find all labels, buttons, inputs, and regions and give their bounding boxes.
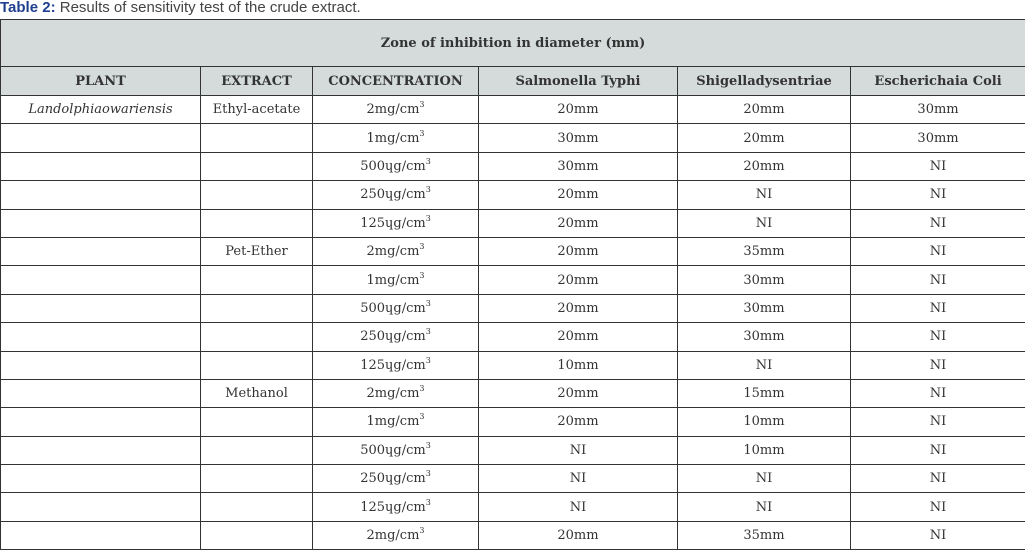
shigella-cell-text: NI (755, 357, 773, 373)
superscript-exponent: 3 (425, 469, 431, 479)
concentration-cell (313, 181, 479, 209)
shigella-cell (678, 209, 851, 237)
caption-label: Table 2: (0, 0, 56, 16)
shigella-cell-text: 20mm (743, 158, 785, 174)
escherichia-cell (851, 436, 1025, 464)
shigella-cell (678, 237, 851, 265)
concentration-cell-text: 1mg/cm (366, 272, 420, 288)
extract-cell (201, 181, 313, 209)
shigella-cell-text: 20mm (743, 130, 785, 146)
superscript-exponent: 3 (419, 384, 425, 394)
superscript-exponent: 3 (419, 100, 425, 110)
extract-cell (201, 408, 313, 436)
escherichia-cell-text: NI (929, 158, 947, 174)
shigella-cell-text: 30mm (743, 329, 785, 345)
column-header-concentration: CONCENTRATION (313, 67, 479, 96)
plant-cell (1, 436, 201, 464)
extract-cell (201, 152, 313, 180)
salmonella-cell-text: NI (569, 442, 587, 458)
concentration-cell-text: 2mg/cm (366, 102, 420, 118)
salmonella-cell-text: 20mm (557, 102, 599, 118)
shigella-cell-text: NI (755, 215, 773, 231)
concentration-cell-text: 250ɥg/cm (360, 471, 426, 487)
salmonella-cell (479, 266, 678, 294)
escherichia-cell-text: 30mm (917, 130, 959, 146)
extract-cell-text: Methanol (225, 386, 288, 402)
shigella-cell-text: 10mm (743, 442, 785, 458)
table-row (1, 436, 1025, 464)
shigella-cell (678, 351, 851, 379)
column-header-extract: EXTRACT (201, 67, 313, 96)
table-body (1, 96, 1025, 550)
escherichia-cell-text: NI (929, 528, 947, 544)
escherichia-cell-text: NI (929, 499, 947, 515)
concentration-cell-text: 125ɥg/cm (360, 499, 426, 515)
concentration-cell-text: 2mg/cm (366, 528, 420, 544)
salmonella-cell (479, 294, 678, 322)
table-row (1, 521, 1025, 549)
escherichia-cell-text: NI (929, 215, 947, 231)
superscript-exponent: 3 (425, 355, 431, 365)
column-header-salmonella: Salmonella Typhi (479, 67, 678, 96)
shigella-cell-text: 20mm (743, 102, 785, 118)
plant-cell (1, 209, 201, 237)
plant-cell (1, 237, 201, 265)
escherichia-cell-text: 30mm (917, 102, 959, 118)
salmonella-cell (479, 408, 678, 436)
extract-cell (201, 493, 313, 521)
salmonella-cell-text: 20mm (557, 215, 599, 231)
concentration-cell-text: 500ɥg/cm (360, 442, 426, 458)
plant-cell (1, 521, 201, 549)
concentration-cell-text: 250ɥg/cm (360, 329, 426, 345)
salmonella-cell (479, 152, 678, 180)
concentration-cell-text: 2mg/cm (366, 244, 420, 260)
salmonella-cell-text: 30mm (557, 130, 599, 146)
escherichia-cell (851, 209, 1025, 237)
concentration-cell (313, 323, 479, 351)
concentration-cell (313, 408, 479, 436)
concentration-cell-text: 500ɥg/cm (360, 158, 426, 174)
extract-cell (201, 323, 313, 351)
concentration-cell-text: 2mg/cm (366, 386, 420, 402)
shigella-cell (678, 493, 851, 521)
salmonella-cell-text: 20mm (557, 329, 599, 345)
plant-cell (1, 465, 201, 493)
salmonella-cell (479, 96, 678, 124)
shigella-cell (678, 294, 851, 322)
shigella-cell-text: NI (755, 471, 773, 487)
table-row (1, 379, 1025, 407)
table-row (1, 96, 1025, 124)
escherichia-cell-text: NI (929, 442, 947, 458)
escherichia-cell (851, 96, 1025, 124)
concentration-cell-text: 125ɥg/cm (360, 357, 426, 373)
shigella-cell (678, 124, 851, 152)
table-row (1, 266, 1025, 294)
salmonella-cell (479, 521, 678, 549)
escherichia-cell-text: NI (929, 300, 947, 316)
column-header-shigella: Shigelladysentriae (678, 67, 851, 96)
extract-cell (201, 209, 313, 237)
concentration-cell (313, 521, 479, 549)
table-row (1, 351, 1025, 379)
superscript-exponent: 3 (425, 327, 431, 337)
superscript-exponent: 3 (419, 128, 425, 138)
escherichia-cell-text: NI (929, 471, 947, 487)
plant-cell (1, 124, 201, 152)
concentration-cell-text: 500ɥg/cm (360, 300, 426, 316)
escherichia-cell (851, 294, 1025, 322)
shigella-cell-text: 35mm (743, 528, 785, 544)
shigella-cell-text: 35mm (743, 244, 785, 260)
superscript-exponent: 3 (419, 270, 425, 280)
salmonella-cell-text: NI (569, 499, 587, 515)
plant-cell (1, 493, 201, 521)
superscript-exponent: 3 (425, 185, 431, 195)
salmonella-cell-text: 20mm (557, 386, 599, 402)
escherichia-cell (851, 237, 1025, 265)
extract-cell (201, 124, 313, 152)
escherichia-cell (851, 181, 1025, 209)
salmonella-cell-text: 20mm (557, 187, 599, 203)
table-row (1, 408, 1025, 436)
escherichia-cell-text: NI (929, 414, 947, 430)
extract-cell (201, 436, 313, 464)
concentration-cell (313, 209, 479, 237)
table-row (1, 181, 1025, 209)
salmonella-cell (479, 351, 678, 379)
salmonella-cell (479, 436, 678, 464)
escherichia-cell (851, 266, 1025, 294)
extract-cell (201, 96, 313, 124)
escherichia-cell (851, 351, 1025, 379)
concentration-cell-text: 250ɥg/cm (360, 187, 426, 203)
shigella-cell-text: 30mm (743, 272, 785, 288)
escherichia-cell (851, 323, 1025, 351)
table-row (1, 237, 1025, 265)
extract-cell (201, 379, 313, 407)
shigella-cell-text: 10mm (743, 414, 785, 430)
salmonella-cell (479, 124, 678, 152)
salmonella-cell (479, 323, 678, 351)
extract-cell (201, 266, 313, 294)
salmonella-cell-text: 10mm (557, 357, 599, 373)
plant-cell (1, 408, 201, 436)
group-header: Zone of inhibition in diameter (mm) (1, 20, 1025, 67)
shigella-cell (678, 181, 851, 209)
escherichia-cell (851, 493, 1025, 521)
concentration-cell (313, 237, 479, 265)
table-row (1, 493, 1025, 521)
table-caption (0, 0, 361, 18)
salmonella-cell (479, 237, 678, 265)
concentration-cell (313, 152, 479, 180)
concentration-cell-text: 1mg/cm (366, 130, 420, 146)
table-row (1, 294, 1025, 322)
shigella-cell (678, 521, 851, 549)
salmonella-cell (479, 209, 678, 237)
plant-cell-text: Landolphiaowariensis (28, 102, 173, 118)
concentration-cell-text: 1mg/cm (366, 414, 420, 430)
salmonella-cell-text: NI (569, 471, 587, 487)
escherichia-cell-text: NI (929, 244, 947, 260)
salmonella-cell-text: 20mm (557, 244, 599, 260)
concentration-cell (313, 294, 479, 322)
salmonella-cell (479, 465, 678, 493)
escherichia-cell-text: NI (929, 386, 947, 402)
shigella-cell-text: NI (755, 499, 773, 515)
superscript-exponent: 3 (425, 213, 431, 223)
concentration-cell (313, 436, 479, 464)
plant-cell (1, 379, 201, 407)
shigella-cell (678, 266, 851, 294)
shigella-cell (678, 465, 851, 493)
plant-cell (1, 96, 201, 124)
concentration-cell (313, 266, 479, 294)
salmonella-cell-text: 20mm (557, 272, 599, 288)
plant-cell (1, 294, 201, 322)
concentration-cell-text: 125ɥg/cm (360, 215, 426, 231)
escherichia-cell (851, 408, 1025, 436)
plant-cell (1, 323, 201, 351)
concentration-cell (313, 465, 479, 493)
escherichia-cell (851, 152, 1025, 180)
shigella-cell (678, 379, 851, 407)
shigella-cell (678, 323, 851, 351)
extract-cell-text: Ethyl-acetate (212, 102, 301, 118)
concentration-cell (313, 124, 479, 152)
shigella-cell-text: 30mm (743, 300, 785, 316)
escherichia-cell (851, 465, 1025, 493)
extract-cell (201, 237, 313, 265)
table-row (1, 209, 1025, 237)
escherichia-cell-text: NI (929, 187, 947, 203)
table-row (1, 323, 1025, 351)
table-row (1, 124, 1025, 152)
salmonella-cell-text: 20mm (557, 414, 599, 430)
salmonella-cell (479, 493, 678, 521)
salmonella-cell (479, 181, 678, 209)
shigella-cell-text: NI (755, 187, 773, 203)
column-header-plant: PLANT (1, 67, 201, 96)
superscript-exponent: 3 (419, 526, 425, 536)
escherichia-cell (851, 124, 1025, 152)
plant-cell (1, 351, 201, 379)
salmonella-cell-text: 30mm (557, 158, 599, 174)
superscript-exponent: 3 (425, 497, 431, 507)
shigella-cell (678, 152, 851, 180)
escherichia-cell-text: NI (929, 272, 947, 288)
shigella-cell (678, 408, 851, 436)
superscript-exponent: 3 (425, 298, 431, 308)
superscript-exponent: 3 (419, 242, 425, 252)
column-header-escherichia: Escherichaia Coli (851, 67, 1025, 96)
salmonella-cell-text: 20mm (557, 528, 599, 544)
concentration-cell (313, 351, 479, 379)
shigella-cell (678, 436, 851, 464)
plant-cell (1, 181, 201, 209)
concentration-cell (313, 96, 479, 124)
extract-cell (201, 294, 313, 322)
escherichia-cell (851, 521, 1025, 549)
extract-cell (201, 521, 313, 549)
extract-cell (201, 351, 313, 379)
concentration-cell (313, 493, 479, 521)
shigella-cell (678, 96, 851, 124)
superscript-exponent: 3 (419, 412, 425, 422)
plant-cell (1, 152, 201, 180)
escherichia-cell-text: NI (929, 329, 947, 345)
salmonella-cell-text: 20mm (557, 300, 599, 316)
escherichia-cell (851, 379, 1025, 407)
superscript-exponent: 3 (425, 440, 431, 450)
plant-cell (1, 266, 201, 294)
concentration-cell (313, 379, 479, 407)
extract-cell (201, 465, 313, 493)
table-row (1, 152, 1025, 180)
superscript-exponent: 3 (425, 156, 431, 166)
caption-text: Results of sensitivity test of the crude extract. (55, 0, 361, 16)
table-row (1, 465, 1025, 493)
extract-cell-text: Pet-Ether (225, 244, 288, 260)
escherichia-cell-text: NI (929, 357, 947, 373)
salmonella-cell (479, 379, 678, 407)
shigella-cell-text: 15mm (743, 386, 785, 402)
results-table (0, 19, 1025, 550)
